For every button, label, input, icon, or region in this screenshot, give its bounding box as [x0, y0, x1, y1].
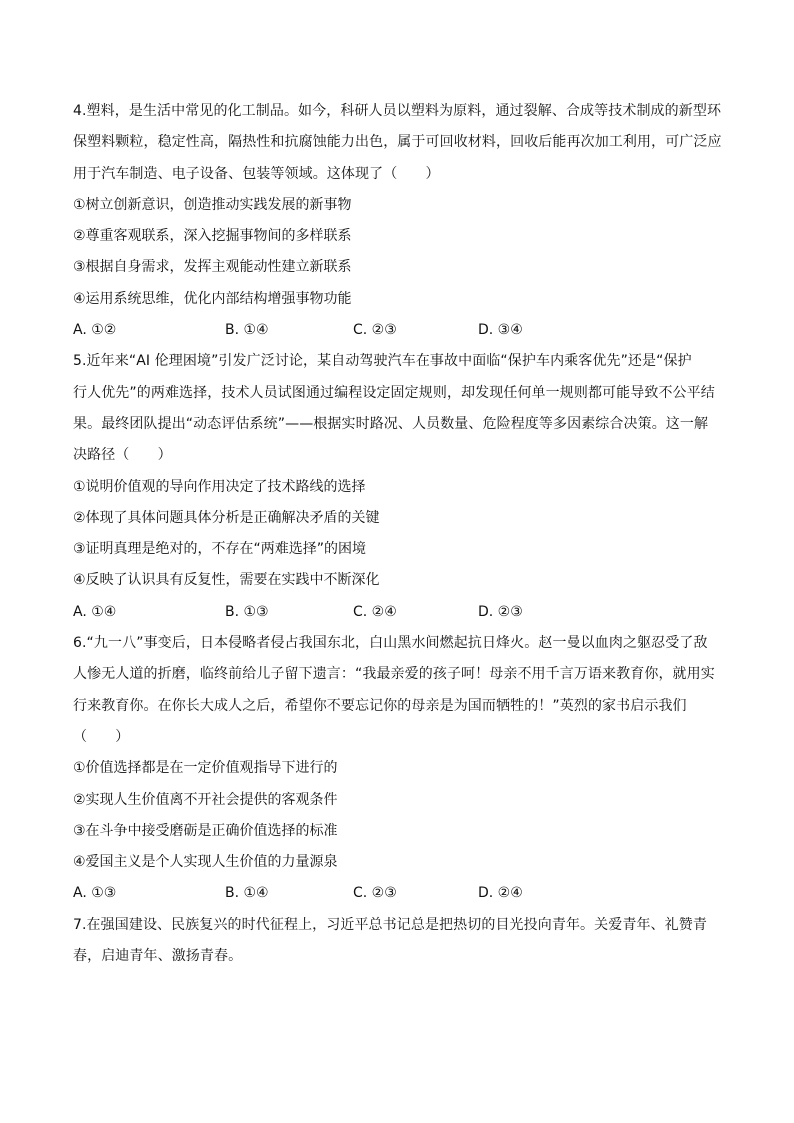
question-4 [73, 96, 722, 346]
question-7-stem-line-1: 7.在强国建设、民族复兴的时代征程上，习近平总书记总是把热切的目光投向青年。关爱青年、礼赞青 [73, 916, 707, 933]
question-6-statement-3: ③在斗争中接受磨砺是正确价值选择的标准 [73, 822, 338, 839]
question-5-statement-2: ②体现了具体问题具体分析是正确解决矛盾的关键 [73, 509, 380, 526]
question-4-statement-1: ①树立创新意识，创造推动实践发展的新事物 [73, 196, 352, 213]
question-4-statement-2: ②尊重客观联系，深入挖掘事物间的多样联系 [73, 228, 352, 245]
question-6-choice-c: C. ②③ [353, 885, 397, 902]
question-4-choice-b: B. ①④ [225, 322, 269, 339]
question-4-choice-d: D. ③④ [478, 322, 523, 339]
question-5-stem-line-4: 决路径（ ） [73, 447, 172, 464]
question-6-statement-2: ②实现人生价值离不开社会提供的客观条件 [73, 791, 338, 808]
question-7 [73, 910, 722, 973]
question-6-stem-line-2: 人惨无人道的折磨，临终前给儿子留下遗言：“我最亲爱的孩子呵！母亲不用千言万语来教育你，就用实 [73, 666, 715, 683]
question-4-stem-line-1: 4.塑料，是生活中常见的化工制品。如今，科研人员以塑料为原料，通过裂解、合成等技术制成的新型环 [73, 103, 722, 119]
question-4-stem-line-2: 保塑料颗粒，稳定性高，隔热性和抗腐蚀能力出色，属于可回收材料，回收后能再次加工利用，可广泛应 [73, 134, 722, 151]
question-5 [73, 346, 722, 628]
question-4-choice-c: C. ②③ [353, 322, 397, 339]
question-5-choice-d: D. ②③ [478, 603, 523, 620]
question-6-stem-line-1: 6.“九一八”事变后，日本侵略者侵占我国东北，白山黑水间燃起抗日烽火。赵一曼以血肉之躯忍受了敌 [73, 635, 708, 652]
question-6-statement-4: ④爱国主义是个人实现人生价值的力量源泉 [73, 854, 338, 871]
question-4-statement-4: ④运用系统思维，优化内部结构增强事物功能 [73, 290, 352, 307]
question-6-choice-d: D. ②④ [478, 885, 523, 902]
question-5-stem-line-3: 果。最终团队提出“动态评估系统”——根据实时路况、人员数量、危险程度等多因素综合决策。这一解 [73, 415, 709, 432]
question-4-stem-line-3: 用于汽车制造、电子设备、包装等领域。这体现了（ ） [73, 165, 440, 182]
question-5-statement-1: ①说明价值观的导向作用决定了技术路线的选择 [73, 478, 366, 495]
question-6-stem-line-4: （ ） [73, 728, 130, 745]
question-5-stem-line-2: 行人优先”的两难选择，技术人员试图通过编程设定固定规则，却发现任何单一规则都可能导致不公平结 [73, 384, 715, 401]
question-6-stem-line-3: 行来教育你。在你长大成人之后，希望你不要忘记你的母亲是为国而牺牲的！”英烈的家书启示我们 [73, 697, 687, 714]
question-6-choice-b: B. ①④ [225, 885, 269, 902]
question-5-choice-c: C. ②④ [353, 603, 397, 620]
question-4-statement-3: ③根据自身需求，发挥主观能动性建立新联系 [73, 259, 352, 276]
question-4-answer-choices [73, 315, 722, 346]
question-6-statement-1: ①价值选择都是在一定价值观指导下进行的 [73, 760, 338, 777]
question-7-stem-line-2: 春，启迪青年、激扬青春。 [73, 948, 243, 965]
question-6 [73, 628, 722, 910]
question-6-answer-choices [73, 878, 722, 909]
question-5-stem-line-1: 5.近年来“AI 伦理困境”引发广泛讨论，某自动驾驶汽车在事故中面临“保护车内乘客优先”还是“保护 [73, 353, 692, 370]
question-4-choice-a: A. ①② [73, 322, 117, 339]
question-5-answer-choices [73, 597, 722, 628]
question-5-statement-4: ④反映了认识具有反复性，需要在实践中不断深化 [73, 572, 380, 589]
question-5-choice-b: B. ①③ [225, 603, 269, 620]
question-6-choice-a: A. ①③ [73, 885, 117, 902]
question-5-choice-a: A. ①④ [73, 603, 117, 620]
question-5-statement-3: ③证明真理是绝对的，不存在“两难选择”的困境 [73, 541, 367, 558]
